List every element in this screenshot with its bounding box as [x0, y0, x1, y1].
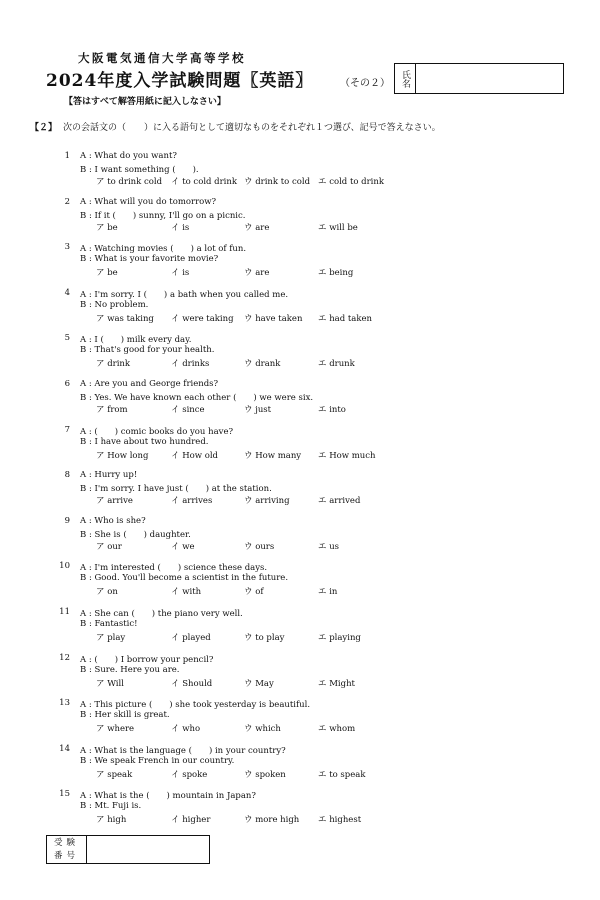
answer-option: エ drunk	[318, 359, 355, 370]
dialogue-line-b: B : If it ( ) sunny, I'll go on a picnic.	[80, 210, 246, 221]
dialogue-line-b: B : Mt. Fuji is.	[80, 801, 142, 812]
answer-option: エ into	[318, 405, 346, 415]
answer-option: イ since	[171, 405, 205, 415]
dialogue-line-b: B : No problem.	[80, 299, 149, 310]
question-item	[0, 333, 600, 378]
dialogue-line-b: B : I want something ( ).	[80, 165, 199, 175]
answer-option: ウ have taken	[244, 313, 303, 324]
answer-option: ア arrive	[96, 496, 133, 507]
dialogue-line-b: B : What is your favorite movie?	[80, 254, 219, 265]
question-item	[0, 470, 600, 515]
answer-option: ア high	[96, 815, 127, 826]
answer-option: ウ just	[244, 405, 272, 415]
question-number: 10	[59, 561, 70, 572]
answer-option: イ with	[171, 587, 202, 598]
dialogue-line-b: B : She is ( ) daughter.	[80, 529, 191, 540]
answer-option: イ were taking	[171, 313, 234, 324]
answer-option: ウ to play	[244, 633, 285, 643]
question-item	[0, 698, 600, 743]
answer-option: エ arrived	[318, 496, 361, 507]
exam-number-label	[47, 836, 87, 863]
name-field-label: 氏名	[395, 64, 416, 93]
answer-option: イ spoke	[171, 769, 208, 780]
answer-option: ア Will	[96, 678, 124, 689]
question-item	[0, 561, 600, 606]
exam-number-label-top: 受験	[53, 838, 79, 848]
question-item	[0, 242, 600, 287]
dialogue-line-a: A : I'm interested ( ) science these days.	[80, 563, 268, 574]
dialogue-line-a: A : What do you want?	[80, 151, 177, 161]
answer-option: ア on	[96, 587, 118, 598]
dialogue-line-a: A : What will you do tomorrow?	[80, 196, 217, 207]
dialogue-line-a: A : I ( ) milk every day.	[80, 335, 192, 346]
answer-option: ウ of	[244, 587, 264, 598]
answer-option: ウ spoken	[244, 769, 286, 780]
answer-option: ウ which	[244, 724, 281, 735]
dialogue-line-b: B : Fantastic!	[80, 619, 138, 629]
answer-option: ウ ours	[244, 541, 275, 552]
exam-number-box[interactable]	[46, 835, 210, 864]
answer-option: イ Should	[171, 678, 213, 689]
question-number: 11	[59, 607, 70, 617]
question-item	[0, 653, 600, 698]
question-number: 14	[59, 743, 70, 754]
answer-option: イ How old	[171, 450, 218, 461]
question-item	[0, 151, 600, 196]
answer-option: イ higher	[171, 815, 211, 826]
dialogue-line-a: A : What is the language ( ) in your country?	[80, 745, 286, 756]
question-item	[0, 789, 600, 834]
section-label: 【２】	[30, 123, 58, 133]
dialogue-line-a: A : ( ) comic books do you have?	[80, 426, 234, 437]
dialogue-line-a: A : ( ) I borrow your pencil?	[80, 654, 214, 665]
exam-number-label-bottom: 番号	[53, 851, 79, 861]
dialogue-line-a: A : Are you and George friends?	[80, 379, 219, 389]
answer-option: イ we	[171, 541, 195, 552]
part-label: （その２）	[340, 78, 390, 89]
dialogue-line-a: A : Hurry up!	[80, 470, 138, 481]
question-number: 3	[64, 242, 70, 253]
answer-option: イ played	[171, 633, 211, 643]
answer-option: イ arrives	[171, 496, 213, 507]
answer-option: ア from	[96, 405, 128, 415]
name-field-box[interactable]	[394, 63, 564, 94]
answer-option: ウ more high	[244, 815, 300, 826]
answer-option: ア drink	[96, 359, 131, 370]
answer-option: ア be	[96, 222, 118, 233]
dialogue-line-a: A : I'm sorry. I ( ) a bath when you called me.	[80, 289, 289, 300]
dialogue-line-b: B : Sure. Here you are.	[80, 664, 180, 675]
answer-option: エ whom	[318, 724, 356, 735]
dialogue-line-a: A : This picture ( ) she took yesterday is beautiful.	[80, 700, 311, 711]
question-item	[0, 607, 600, 652]
dialogue-line-b: B : I have about two hundred.	[80, 436, 209, 447]
question-number: 4	[64, 287, 70, 298]
dialogue-line-b: B : I'm sorry. I have just ( ) at the station.	[80, 484, 272, 495]
answer-option: ウ May	[244, 678, 274, 689]
question-number: 5	[64, 333, 70, 344]
question-number: 13	[59, 698, 70, 709]
question-item	[0, 516, 600, 561]
section-instruction	[30, 120, 441, 133]
answer-option: エ had taken	[318, 313, 373, 324]
answer-option: ウ drink to cold	[244, 177, 311, 187]
answer-option: ウ How many	[244, 450, 302, 461]
question-item	[0, 379, 600, 424]
answer-note: 【答はすべて解答用紙に記入しなさい】	[64, 97, 226, 107]
exam-title: 2024年度入学試験問題〖英語〗	[46, 71, 314, 91]
question-number: 1	[64, 151, 70, 161]
answer-option: イ to cold drink	[171, 177, 238, 187]
dialogue-line-a: A : What is the ( ) mountain in Japan?	[80, 791, 256, 802]
answer-option: ア was taking	[96, 313, 154, 324]
question-item	[0, 288, 600, 333]
dialogue-line-a: A : She can ( ) the piano very well.	[80, 609, 243, 619]
answer-option: イ who	[171, 724, 201, 735]
question-number: 6	[64, 379, 70, 389]
answer-option: ア to drink cold	[96, 177, 163, 187]
question-number: 9	[64, 515, 70, 526]
question-number: 8	[64, 470, 70, 481]
answer-option: エ us	[318, 541, 340, 552]
answer-option: ウ arriving	[244, 496, 290, 507]
answer-option: ア where	[96, 724, 135, 735]
answer-option: エ being	[318, 268, 354, 279]
answer-option: エ will be	[318, 222, 358, 233]
answer-option: ア be	[96, 268, 118, 279]
question-number: 12	[59, 652, 70, 663]
answer-option: ウ are	[244, 222, 270, 233]
answer-option: エ playing	[318, 633, 361, 643]
answer-option: エ How much	[318, 450, 376, 461]
question-number: 15	[59, 789, 70, 800]
school-name: 大阪電気通信大学高等学校	[78, 51, 246, 65]
dialogue-line-b: B : We speak French in our country.	[80, 755, 235, 766]
answer-option: エ cold to drink	[318, 177, 385, 187]
dialogue-line-a: A : Watching movies ( ) a lot of fun.	[80, 244, 247, 255]
answer-option: イ drinks	[171, 359, 210, 370]
question-number: 2	[64, 196, 70, 207]
question-number: 7	[64, 424, 70, 435]
question-item	[0, 197, 600, 242]
answer-option: エ highest	[318, 815, 362, 826]
answer-option: ア How long	[96, 450, 149, 461]
answer-option: ア speak	[96, 769, 133, 780]
answer-option: ウ are	[244, 268, 270, 279]
answer-option: イ is	[171, 268, 190, 279]
answer-option: ア our	[96, 541, 122, 552]
answer-option: エ in	[318, 587, 338, 598]
answer-option: エ Might	[318, 678, 355, 689]
dialogue-line-b: B : Good. You'll become a scientist in the future.	[80, 573, 289, 584]
dialogue-line-b: B : That's good for your health.	[80, 345, 215, 356]
answer-option: ウ drank	[244, 359, 281, 370]
instruction-text: 次の会話文の（ ）に入る語句として適切なものをそれぞれ１つ選び、記号で答えなさい。	[63, 123, 441, 133]
answer-option: エ to speak	[318, 769, 366, 780]
dialogue-line-a: A : Who is she?	[80, 515, 146, 526]
question-item	[0, 425, 600, 470]
answer-option: ア play	[96, 633, 126, 643]
answer-option: イ is	[171, 222, 190, 233]
question-item	[0, 744, 600, 789]
dialogue-line-b: B : Yes. We have known each other ( ) we were six.	[80, 393, 314, 403]
dialogue-line-b: B : Her skill is great.	[80, 710, 170, 721]
